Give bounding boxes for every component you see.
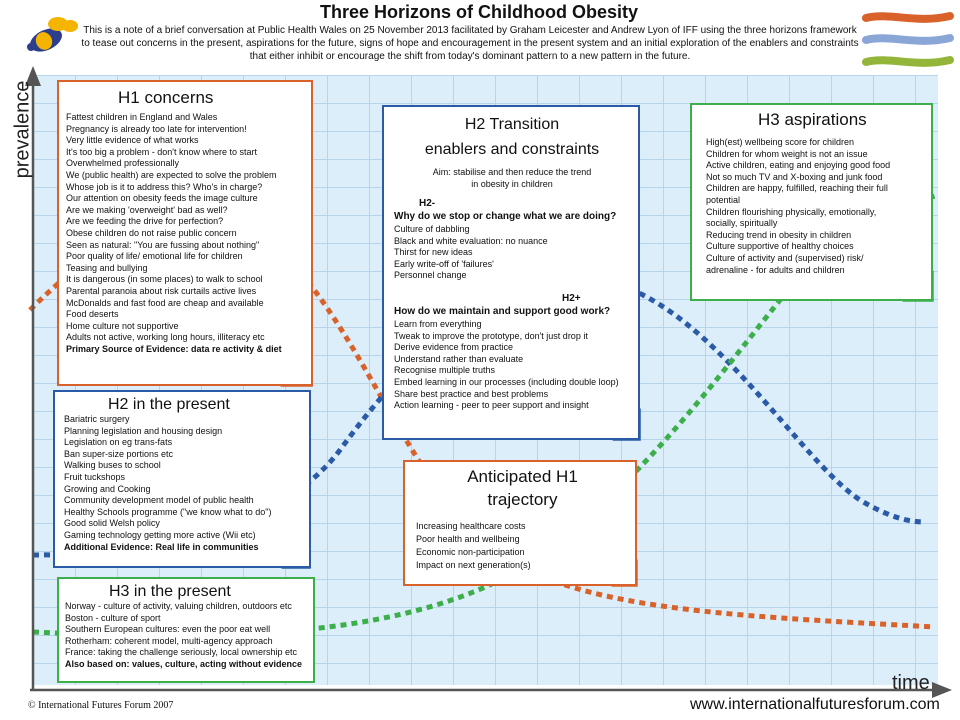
copyright-text: © International Futures Forum 2007 [28,700,174,711]
list-item: Good solid Welsh policy [64,518,160,529]
list-item: It is dangerous (in some places) to walk to school [66,274,263,285]
h2-present-box [53,390,311,568]
list-item: Culture of activity and (supervised) risk/ [706,252,864,263]
h3-aspirations-list [706,137,925,276]
h2-swatch [866,38,950,41]
list-item: Poor health and wellbeing [416,534,520,544]
anticipated-h1-title: Anticipated H1 [467,467,578,486]
list-item: Recognise multiple truths [394,365,496,376]
h3-present-evidence: Also based on: values, culture, acting without evidence [65,658,303,669]
list-item: Legislation on eg trans-fats [64,437,173,448]
h2-minus-list [394,224,630,282]
list-item: Planning legislation and housing design [64,425,223,436]
list-item: Reducing trend in obesity in children [706,229,852,240]
list-item: potential [706,194,741,205]
list-item: High(est) wellbeing score for children [706,137,855,147]
h2-plus-list [394,319,630,412]
h3-present-title: H3 in the present [109,583,231,600]
list-item: Children for whom weight is not an issue [706,148,868,159]
h2-transition-title: H2 Transition [464,116,560,133]
h3-present-box [57,577,315,683]
list-item: Economic non-participation [416,547,525,557]
list-item: adrenaline - for adults and children [706,264,845,275]
h2-transition-subtitle: enablers and constraints [424,141,600,158]
list-item: Thirst for new ideas [394,247,473,258]
h1-concerns-list [66,112,305,355]
list-item: Learn from everything [394,318,482,329]
h1-concerns-box [57,80,313,386]
list-item: Share best practice and best problems [394,388,549,399]
list-item: Embed learning in our processes (including double loop) [394,376,619,387]
list-item: We (public health) are expected to solve the problem [66,169,277,180]
list-item: Understand rather than evaluate [394,353,524,364]
list-item: Food deserts [66,309,119,320]
list-item: Children are happy, fulfilled, reaching their full [706,183,888,194]
list-item: Rotherham: coherent model, multi-agency approach [65,635,273,646]
h1-swatch [866,16,950,19]
anticipated-h1-list [416,520,629,572]
list-item: Derive evidence from practice [394,342,514,353]
website-link[interactable]: www.internationalfuturesforum.com [690,696,940,713]
list-item: Increasing healthcare costs [416,521,526,531]
h2-plus-heading: How do we maintain and support good work? [394,305,611,317]
bee-logo-icon [22,14,80,54]
list-item: Boston - culture of sport [65,612,161,623]
anticipated-h1-box [403,460,637,586]
h2-present-title: H2 in the present [108,396,230,413]
aim-line-1: Aim: stabilise and then reduce the trend [432,167,592,177]
list-item: Parental paranoia about risk curtails active lives [66,285,257,296]
list-item: Bariatric surgery [64,414,130,424]
h1-concerns-evidence: Primary Source of Evidence: data re activity & diet [66,343,282,354]
list-item: Action learning - peer to peer support and insight [394,400,589,411]
list-item: Community development model of public health [64,495,254,506]
list-item: Fruit tuckshops [64,471,126,482]
h2-minus-label: H2- [419,198,436,209]
list-item: Seen as natural: "You are fussing about nothing" [66,239,260,250]
list-item: Teasing and bullying [66,262,148,273]
list-item: Norway - culture of activity, valuing children, outdoors etc [65,601,292,611]
h3-aspirations-box [690,103,933,301]
list-item: socially, spiritually [706,218,778,229]
list-item: Fattest children in England and Wales [66,112,218,122]
list-item: Early write-off of 'failures' [394,258,494,269]
list-item: Adults not active, working long hours, illiteracy etc [66,332,265,343]
page-title: Three Horizons of Childhood Obesity [320,2,639,22]
list-item: Ban super-size portions etc [64,448,174,459]
list-item: McDonalds and fast food are cheap and available [66,297,264,308]
list-item: Are we making 'overweight' bad as well? [66,204,228,215]
h3-present-list [65,601,309,671]
list-item: Poor quality of life/ emotional life for children [66,251,243,262]
y-axis-label: prevalence [11,80,34,179]
list-item: Personnel change [394,270,467,281]
list-item: Home culture not supportive [66,320,179,331]
list-item: It's too big a problem - don't know where to start [66,146,258,157]
list-item: Culture of dabbling [394,224,470,234]
list-item: Obese children do not raise public concern [66,227,237,238]
list-item: Tweak to improve the prototype, don't just drop it [394,330,588,341]
anticipated-h1-subtitle: trajectory [487,490,558,509]
h2-present-evidence: Additional Evidence: Real life in communities [64,541,259,552]
h3-swatch [866,60,950,63]
list-item: Gaming technology getting more active (Wii etc) [64,529,256,540]
aim-line-2: in obesity in children [471,178,553,189]
intro-text: This is a note of a brief conversation at Public Health Wales on 25 November 2013 facilitated by Graham Leicester and Andrew Lyon of IFF using the three horizons framework to tease out concerns in the present, aspirations for the future, signs of hope and encouragement in the present system and an initial exploration of the enablers and constraints that either inhibit or encourage the shift from today's dominant pattern to a new pattern in the future. [81,25,859,62]
list-item: Our attention on obesity feeds the image culture [66,193,258,204]
list-item: Children flourishing physically, emotionally, [706,206,877,217]
horizon-color-swatches [860,8,956,70]
list-item: Overwhelmed professionally [66,158,180,169]
h1-concerns-title: H1 concerns [118,88,214,107]
h2-minus-heading: Why do we stop or change what we are doing? [394,211,617,222]
list-item: Very little evidence of what works [66,135,199,146]
h2-present-list [64,414,303,553]
h2-plus-label: H2+ [562,292,581,304]
h2-transition-box [382,105,640,440]
list-item: Walking buses to school [64,460,161,471]
h2-transition-aim [394,167,630,190]
list-item: Not so much TV and X-boxing and junk food [706,171,883,182]
list-item: Pregnancy is already too late for intervention! [66,123,247,134]
list-item: Are we feeding the drive for perfection? [66,216,224,227]
list-item: France: taking the challenge seriously, local ownership etc [65,647,297,658]
list-item: Active children, eating and enjoying good food [706,160,891,171]
list-item: Culture supportive of healthy choices [706,241,854,252]
h3-aspirations-title: H3 aspirations [758,110,867,129]
list-item: Healthy Schools programme ("we know what to do") [64,506,272,517]
list-item: Whose job is it to address this? Who's in charge? [66,181,263,192]
x-axis-label: time [892,672,930,694]
list-item: Black and white evaluation: no nuance [394,235,548,246]
list-item: Southern European cultures: even the poor eat well [65,624,271,635]
list-item: Impact on next generation(s) [416,560,531,570]
list-item: Growing and Cooking [64,483,151,494]
